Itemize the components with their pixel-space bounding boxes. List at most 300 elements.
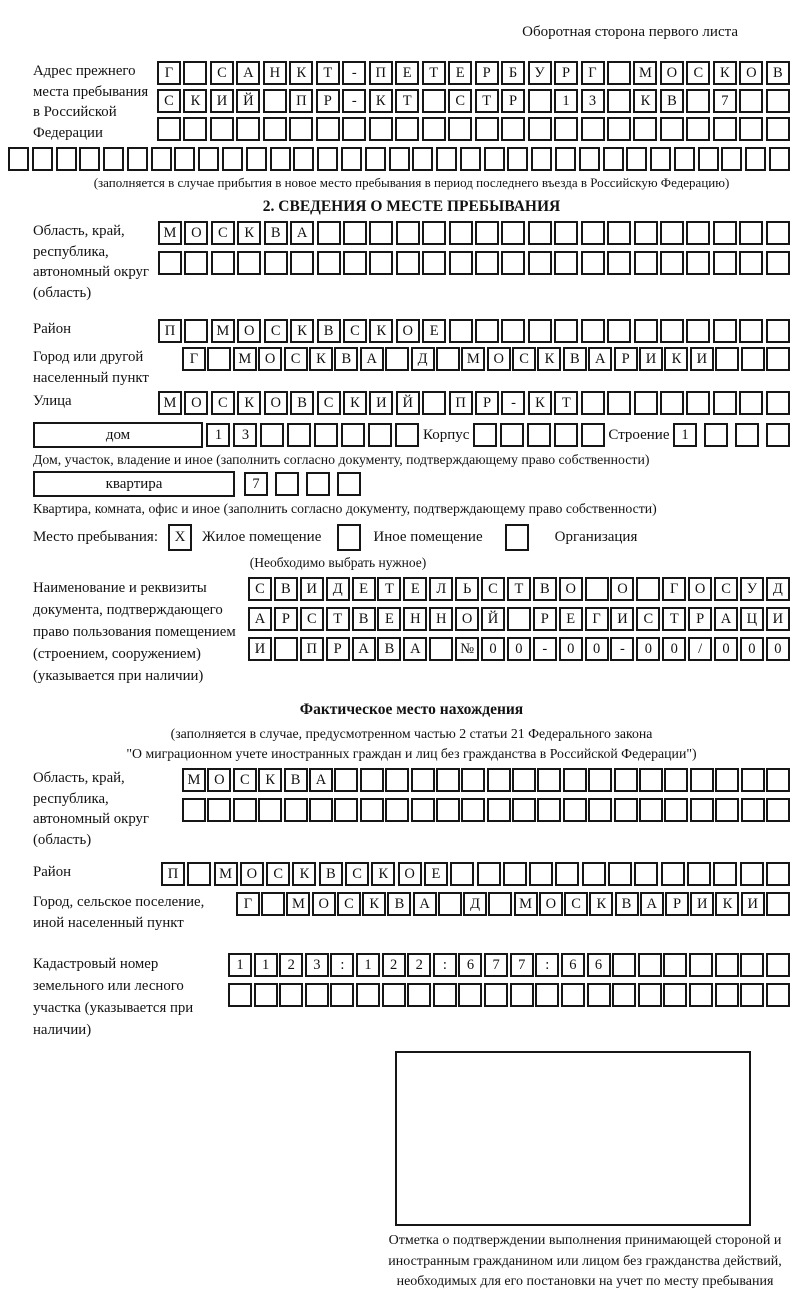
char-box[interactable] (198, 147, 219, 171)
char-box[interactable] (689, 953, 713, 977)
char-box[interactable]: № (455, 637, 479, 661)
char-box[interactable]: О (207, 768, 231, 792)
char-box[interactable]: К (290, 319, 314, 343)
char-box[interactable] (334, 768, 358, 792)
char-box[interactable]: Е (422, 319, 446, 343)
char-box[interactable]: М (514, 892, 538, 916)
char-box[interactable]: М (214, 862, 238, 886)
char-box[interactable] (369, 251, 393, 275)
char-box[interactable] (461, 798, 485, 822)
char-box[interactable] (563, 768, 587, 792)
char-box[interactable] (289, 117, 313, 141)
char-box[interactable] (608, 862, 632, 886)
char-box[interactable]: П (369, 61, 393, 85)
char-box[interactable]: : (535, 953, 559, 977)
char-box[interactable]: Е (403, 577, 427, 601)
char-box[interactable] (735, 423, 759, 447)
char-box[interactable] (382, 983, 406, 1007)
char-box[interactable]: В (533, 577, 557, 601)
char-box[interactable] (503, 862, 527, 886)
char-box[interactable] (581, 117, 605, 141)
char-box[interactable] (582, 862, 606, 886)
char-box[interactable]: Г (182, 347, 206, 371)
char-box[interactable]: П (449, 391, 473, 415)
char-box[interactable] (477, 862, 501, 886)
char-box[interactable]: 1 (356, 953, 380, 977)
char-box[interactable]: 0 (585, 637, 609, 661)
char-box[interactable]: Т (326, 607, 350, 631)
checkbox-other-premises[interactable] (337, 524, 361, 551)
char-box[interactable] (254, 983, 278, 1007)
char-box[interactable]: Г (662, 577, 686, 601)
char-box[interactable] (686, 89, 710, 113)
char-box[interactable]: К (715, 892, 739, 916)
char-box[interactable] (449, 319, 473, 343)
char-box[interactable] (484, 147, 505, 171)
char-box[interactable]: О (240, 862, 264, 886)
char-box[interactable]: Г (581, 61, 605, 85)
char-box[interactable]: К (343, 391, 367, 415)
char-box[interactable] (690, 768, 714, 792)
char-box[interactable]: Т (422, 61, 446, 85)
char-box[interactable] (411, 768, 435, 792)
char-box[interactable]: В (766, 61, 790, 85)
char-box[interactable]: С (210, 61, 234, 85)
char-box[interactable]: К (237, 391, 261, 415)
char-box[interactable] (32, 147, 53, 171)
char-box[interactable] (588, 798, 612, 822)
char-box[interactable]: 7 (510, 953, 534, 977)
char-box[interactable]: Е (448, 61, 472, 85)
char-box[interactable] (713, 251, 737, 275)
char-box[interactable] (739, 117, 763, 141)
char-box[interactable]: А (403, 637, 427, 661)
char-box[interactable]: У (528, 61, 552, 85)
char-box[interactable] (766, 319, 790, 343)
char-box[interactable] (341, 423, 365, 447)
char-box[interactable] (475, 251, 499, 275)
char-box[interactable] (184, 251, 208, 275)
char-box[interactable] (766, 798, 790, 822)
char-box[interactable] (343, 251, 367, 275)
char-box[interactable]: С (448, 89, 472, 113)
char-box[interactable] (488, 892, 512, 916)
char-box[interactable]: К (292, 862, 316, 886)
char-box[interactable] (210, 117, 234, 141)
char-box[interactable] (475, 221, 499, 245)
char-box[interactable] (341, 147, 362, 171)
char-box[interactable]: К (258, 768, 282, 792)
char-box[interactable] (554, 221, 578, 245)
char-box[interactable]: Р (614, 347, 638, 371)
char-box[interactable]: К (183, 89, 207, 113)
char-box[interactable]: М (286, 892, 310, 916)
char-box[interactable] (740, 983, 764, 1007)
char-box[interactable] (183, 61, 207, 85)
char-box[interactable]: Т (507, 577, 531, 601)
char-box[interactable]: Р (326, 637, 350, 661)
char-box[interactable] (660, 221, 684, 245)
char-box[interactable]: / (688, 637, 712, 661)
char-box[interactable]: С (266, 862, 290, 886)
char-box[interactable]: К (528, 391, 552, 415)
char-box[interactable]: О (455, 607, 479, 631)
char-box[interactable] (713, 391, 737, 415)
char-box[interactable]: О (610, 577, 634, 601)
char-box[interactable] (501, 117, 525, 141)
char-box[interactable]: С (157, 89, 181, 113)
char-box[interactable] (284, 798, 308, 822)
char-box[interactable]: И (690, 347, 714, 371)
char-box[interactable]: 2 (382, 953, 406, 977)
char-box[interactable]: Т (395, 89, 419, 113)
char-box[interactable] (448, 117, 472, 141)
char-box[interactable]: А (360, 347, 384, 371)
char-box[interactable] (274, 637, 298, 661)
char-box[interactable] (626, 147, 647, 171)
char-box[interactable]: В (615, 892, 639, 916)
char-box[interactable]: Р (475, 61, 499, 85)
char-box[interactable]: К (664, 347, 688, 371)
char-box[interactable] (766, 251, 790, 275)
char-box[interactable] (607, 117, 631, 141)
char-box[interactable] (422, 391, 446, 415)
char-box[interactable]: Г (236, 892, 260, 916)
char-box[interactable] (674, 147, 695, 171)
char-box[interactable] (663, 953, 687, 977)
char-box[interactable] (561, 983, 585, 1007)
char-box[interactable]: 1 (228, 953, 252, 977)
char-box[interactable]: Л (429, 577, 453, 601)
char-box[interactable]: Т (662, 607, 686, 631)
char-box[interactable] (342, 117, 366, 141)
char-box[interactable]: В (264, 221, 288, 245)
char-box[interactable] (395, 423, 419, 447)
char-box[interactable]: Б (501, 61, 525, 85)
char-box[interactable] (436, 347, 460, 371)
char-box[interactable] (512, 798, 536, 822)
char-box[interactable] (633, 117, 657, 141)
char-box[interactable] (713, 117, 737, 141)
char-box[interactable] (715, 983, 739, 1007)
char-box[interactable] (56, 147, 77, 171)
char-box[interactable] (607, 89, 631, 113)
char-box[interactable] (634, 221, 658, 245)
char-box[interactable]: К (537, 347, 561, 371)
checkbox-residential[interactable]: X (168, 524, 192, 551)
char-box[interactable] (187, 862, 211, 886)
char-box[interactable]: В (334, 347, 358, 371)
char-box[interactable]: О (264, 391, 288, 415)
char-box[interactable]: С (248, 577, 272, 601)
char-box[interactable]: В (377, 637, 401, 661)
char-box[interactable] (607, 61, 631, 85)
char-box[interactable] (222, 147, 243, 171)
char-box[interactable]: Е (352, 577, 376, 601)
char-box[interactable]: О (237, 319, 261, 343)
char-box[interactable] (501, 251, 525, 275)
char-box[interactable]: 0 (559, 637, 583, 661)
char-box[interactable]: 6 (587, 953, 611, 977)
char-box[interactable] (429, 637, 453, 661)
char-box[interactable] (634, 862, 658, 886)
char-box[interactable] (766, 768, 790, 792)
char-box[interactable]: В (387, 892, 411, 916)
char-box[interactable] (664, 768, 688, 792)
checkbox-organization[interactable] (505, 524, 529, 551)
char-box[interactable]: П (158, 319, 182, 343)
char-box[interactable] (527, 423, 551, 447)
char-box[interactable] (360, 798, 384, 822)
char-box[interactable] (686, 319, 710, 343)
char-box[interactable] (450, 862, 474, 886)
char-box[interactable] (607, 221, 631, 245)
char-box[interactable]: Р (554, 61, 578, 85)
char-box[interactable]: С (233, 768, 257, 792)
char-box[interactable] (739, 391, 763, 415)
char-box[interactable]: 6 (458, 953, 482, 977)
char-box[interactable]: О (539, 892, 563, 916)
char-box[interactable] (8, 147, 29, 171)
char-box[interactable] (740, 862, 764, 886)
char-box[interactable] (715, 953, 739, 977)
char-box[interactable]: Е (377, 607, 401, 631)
char-box[interactable] (537, 768, 561, 792)
char-box[interactable]: Е (424, 862, 448, 886)
char-box[interactable] (512, 768, 536, 792)
char-box[interactable] (460, 147, 481, 171)
char-box[interactable]: : (433, 953, 457, 977)
char-box[interactable] (634, 251, 658, 275)
char-box[interactable] (660, 117, 684, 141)
char-box[interactable] (127, 147, 148, 171)
char-box[interactable] (713, 862, 737, 886)
char-box[interactable]: С (300, 607, 324, 631)
char-box[interactable] (528, 251, 552, 275)
char-box[interactable] (739, 251, 763, 275)
char-box[interactable]: 1 (673, 423, 697, 447)
char-box[interactable] (258, 798, 282, 822)
char-box[interactable] (581, 391, 605, 415)
char-box[interactable] (715, 798, 739, 822)
char-box[interactable]: : (330, 953, 354, 977)
char-box[interactable]: К (713, 61, 737, 85)
char-box[interactable]: О (487, 347, 511, 371)
char-box[interactable] (330, 983, 354, 1007)
char-box[interactable] (151, 147, 172, 171)
char-box[interactable] (211, 251, 235, 275)
char-box[interactable] (473, 423, 497, 447)
char-box[interactable] (528, 221, 552, 245)
char-box[interactable] (715, 347, 739, 371)
char-box[interactable] (507, 607, 531, 631)
char-box[interactable] (261, 892, 285, 916)
char-box[interactable] (436, 147, 457, 171)
char-box[interactable]: - (533, 637, 557, 661)
char-box[interactable]: П (161, 862, 185, 886)
char-box[interactable] (306, 472, 330, 496)
char-box[interactable]: У (740, 577, 764, 601)
char-box[interactable] (407, 983, 431, 1007)
char-box[interactable]: М (233, 347, 257, 371)
char-box[interactable]: 0 (636, 637, 660, 661)
char-box[interactable]: Н (403, 607, 427, 631)
char-box[interactable]: 0 (714, 637, 738, 661)
char-box[interactable] (638, 983, 662, 1007)
char-box[interactable]: К (362, 892, 386, 916)
char-box[interactable]: И (300, 577, 324, 601)
char-box[interactable]: А (413, 892, 437, 916)
char-box[interactable]: А (309, 768, 333, 792)
char-box[interactable]: П (300, 637, 324, 661)
char-box[interactable]: С (317, 391, 341, 415)
char-box[interactable] (287, 423, 311, 447)
char-box[interactable] (314, 423, 338, 447)
char-box[interactable]: О (184, 391, 208, 415)
char-box[interactable] (614, 768, 638, 792)
char-box[interactable]: С (481, 577, 505, 601)
char-box[interactable] (487, 768, 511, 792)
char-box[interactable] (721, 147, 742, 171)
char-box[interactable] (317, 251, 341, 275)
char-box[interactable]: С (284, 347, 308, 371)
char-box[interactable] (337, 472, 361, 496)
char-box[interactable]: - (342, 89, 366, 113)
char-box[interactable] (438, 892, 462, 916)
char-box[interactable] (766, 221, 790, 245)
char-box[interactable] (614, 798, 638, 822)
char-box[interactable] (766, 953, 790, 977)
char-box[interactable] (103, 147, 124, 171)
char-box[interactable] (766, 862, 790, 886)
char-box[interactable]: Р (475, 391, 499, 415)
char-box[interactable]: Т (554, 391, 578, 415)
char-box[interactable]: М (633, 61, 657, 85)
char-box[interactable] (713, 221, 737, 245)
char-box[interactable]: Д (766, 577, 790, 601)
char-box[interactable] (739, 89, 763, 113)
char-box[interactable]: - (342, 61, 366, 85)
char-box[interactable]: Е (395, 61, 419, 85)
char-box[interactable] (279, 983, 303, 1007)
char-box[interactable] (686, 391, 710, 415)
char-box[interactable] (634, 391, 658, 415)
char-box[interactable] (343, 221, 367, 245)
char-box[interactable] (334, 798, 358, 822)
char-box[interactable]: К (371, 862, 395, 886)
char-box[interactable] (588, 768, 612, 792)
char-box[interactable] (555, 147, 576, 171)
char-box[interactable] (369, 221, 393, 245)
char-box[interactable]: 3 (305, 953, 329, 977)
char-box[interactable]: А (352, 637, 376, 661)
char-box[interactable]: Т (377, 577, 401, 601)
char-box[interactable] (607, 391, 631, 415)
char-box[interactable]: 1 (254, 953, 278, 977)
char-box[interactable]: Н (429, 607, 453, 631)
char-box[interactable]: О (312, 892, 336, 916)
char-box[interactable]: С (343, 319, 367, 343)
char-box[interactable] (528, 319, 552, 343)
char-box[interactable] (638, 953, 662, 977)
char-box[interactable]: Д (411, 347, 435, 371)
char-box[interactable]: И (248, 637, 272, 661)
char-box[interactable] (612, 953, 636, 977)
char-box[interactable]: К (633, 89, 657, 113)
char-box[interactable] (184, 319, 208, 343)
char-box[interactable]: И (369, 391, 393, 415)
char-box[interactable] (275, 472, 299, 496)
char-box[interactable] (316, 117, 340, 141)
char-box[interactable]: П (289, 89, 313, 113)
char-box[interactable] (436, 768, 460, 792)
char-box[interactable]: В (660, 89, 684, 113)
char-box[interactable]: В (352, 607, 376, 631)
char-box[interactable] (634, 319, 658, 343)
char-box[interactable]: 3 (581, 89, 605, 113)
char-box[interactable]: 0 (766, 637, 790, 661)
char-box[interactable]: М (182, 768, 206, 792)
char-box[interactable]: Р (688, 607, 712, 631)
char-box[interactable]: Й (396, 391, 420, 415)
char-box[interactable] (661, 862, 685, 886)
char-box[interactable] (689, 983, 713, 1007)
char-box[interactable] (686, 221, 710, 245)
char-box[interactable] (422, 117, 446, 141)
char-box[interactable] (531, 147, 552, 171)
char-box[interactable]: В (317, 319, 341, 343)
char-box[interactable] (309, 798, 333, 822)
char-box[interactable]: Р (501, 89, 525, 113)
char-box[interactable] (449, 221, 473, 245)
char-box[interactable] (207, 798, 231, 822)
char-box[interactable] (686, 117, 710, 141)
char-box[interactable]: М (461, 347, 485, 371)
char-box[interactable] (236, 117, 260, 141)
char-box[interactable] (385, 798, 409, 822)
char-box[interactable] (766, 892, 790, 916)
char-box[interactable]: Ц (740, 607, 764, 631)
char-box[interactable]: Т (475, 89, 499, 113)
char-box[interactable] (263, 89, 287, 113)
char-box[interactable] (664, 798, 688, 822)
char-box[interactable] (563, 798, 587, 822)
char-box[interactable] (740, 953, 764, 977)
char-box[interactable]: С (636, 607, 660, 631)
char-box[interactable] (461, 768, 485, 792)
char-box[interactable] (554, 251, 578, 275)
char-box[interactable]: 0 (662, 637, 686, 661)
char-box[interactable] (554, 423, 578, 447)
char-box[interactable]: 6 (561, 953, 585, 977)
char-box[interactable] (686, 251, 710, 275)
char-box[interactable] (741, 768, 765, 792)
char-box[interactable] (660, 391, 684, 415)
char-box[interactable] (585, 577, 609, 601)
char-box[interactable] (639, 798, 663, 822)
char-box[interactable] (260, 423, 284, 447)
char-box[interactable]: С (714, 577, 738, 601)
char-box[interactable] (228, 983, 252, 1007)
char-box[interactable] (636, 577, 660, 601)
char-box[interactable] (555, 862, 579, 886)
char-box[interactable] (317, 221, 341, 245)
char-box[interactable] (704, 423, 728, 447)
char-box[interactable]: Д (463, 892, 487, 916)
char-box[interactable]: А (236, 61, 260, 85)
char-box[interactable] (395, 117, 419, 141)
char-box[interactable]: 2 (279, 953, 303, 977)
